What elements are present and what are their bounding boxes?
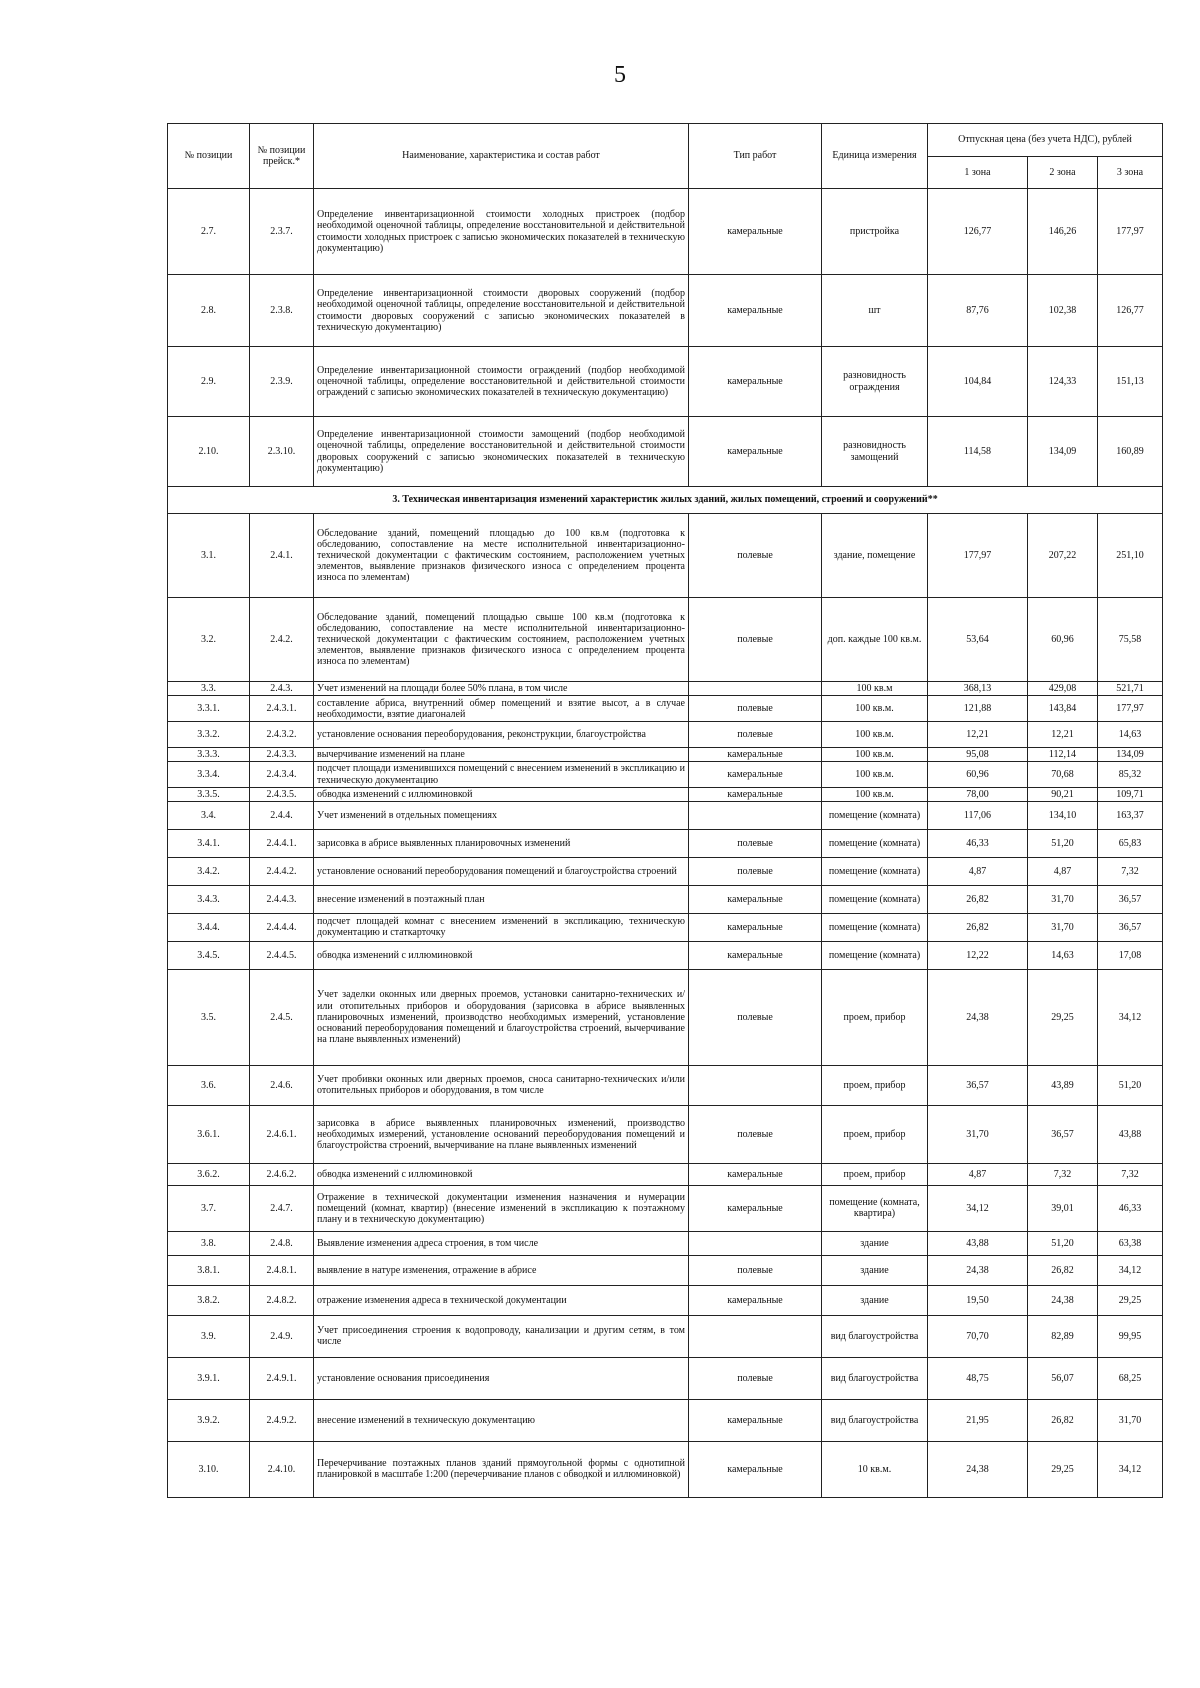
work-type-cell [689, 682, 822, 696]
table-row [168, 1105, 1163, 1163]
header-position: № позиции [168, 124, 250, 189]
price-zone-1-cell: 368,13 [928, 682, 1028, 696]
work-type-cell: камеральные [689, 762, 822, 787]
price-zone-2-cell: 24,38 [1028, 1285, 1098, 1315]
work-description-cell: обводка изменений с иллюминовкой [314, 941, 689, 969]
price-position-cell: 2.4.3.5. [250, 787, 314, 801]
price-zone-2-cell: 90,21 [1028, 787, 1098, 801]
position-cell: 3.3. [168, 682, 250, 696]
position-cell: 3.4. [168, 801, 250, 829]
position-cell: 3.8. [168, 1231, 250, 1255]
price-zone-2-cell: 39,01 [1028, 1185, 1098, 1231]
price-zone-3-cell: 31,70 [1098, 1399, 1163, 1441]
price-position-cell: 2.4.9.1. [250, 1357, 314, 1399]
price-zone-3-cell: 75,58 [1098, 598, 1163, 682]
price-position-cell: 2.4.6.2. [250, 1163, 314, 1185]
unit-cell: проем, прибор [822, 1105, 928, 1163]
table-row [168, 787, 1163, 801]
price-zone-2-cell: 31,70 [1028, 885, 1098, 913]
price-zone-2-cell: 143,84 [1028, 696, 1098, 722]
unit-cell: вид благоустройства [822, 1357, 928, 1399]
position-cell: 3.4.5. [168, 941, 250, 969]
work-type-cell: камеральные [689, 885, 822, 913]
work-type-cell: полевые [689, 696, 822, 722]
unit-cell: проем, прибор [822, 969, 928, 1065]
header-zone-3: 3 зона [1098, 157, 1163, 189]
work-description-cell: Учет изменений на площади более 50% плана, в том числе [314, 682, 689, 696]
price-zone-1-cell: 48,75 [928, 1357, 1028, 1399]
price-zone-3-cell: 43,88 [1098, 1105, 1163, 1163]
work-type-cell: полевые [689, 1255, 822, 1285]
work-description-cell: Учет пробивки оконных или дверных проемов, сноса санитарно-технических и/или отопительных приборов и оборудования, в том числе [314, 1065, 689, 1105]
position-cell: 2.7. [168, 189, 250, 275]
price-zone-3-cell: 34,12 [1098, 1255, 1163, 1285]
price-zone-2-cell: 112,14 [1028, 748, 1098, 762]
price-position-cell: 2.4.5. [250, 969, 314, 1065]
price-zone-3-cell: 46,33 [1098, 1185, 1163, 1231]
price-zone-2-cell: 4,87 [1028, 857, 1098, 885]
work-type-cell: полевые [689, 857, 822, 885]
position-cell: 3.6.1. [168, 1105, 250, 1163]
unit-cell: разновидность замощений [822, 417, 928, 487]
price-zone-2-cell: 207,22 [1028, 514, 1098, 598]
work-description-cell: подсчет площадей комнат с внесением изменений в экспликацию, техническую документацию и статкарточку [314, 913, 689, 941]
price-zone-2-cell: 82,89 [1028, 1315, 1098, 1357]
price-zone-1-cell: 26,82 [928, 913, 1028, 941]
table-row [168, 1231, 1163, 1255]
price-zone-1-cell: 4,87 [928, 1163, 1028, 1185]
work-description-cell: выявление в натуре изменения, отражение в абрисе [314, 1255, 689, 1285]
page-number: 5 [614, 62, 626, 88]
work-description-cell: зарисовка в абрисе выявленных планировочных изменений [314, 829, 689, 857]
position-cell: 3.7. [168, 1185, 250, 1231]
position-cell: 3.4.3. [168, 885, 250, 913]
price-zone-3-cell: 521,71 [1098, 682, 1163, 696]
work-type-cell: камеральные [689, 417, 822, 487]
work-description-cell: зарисовка в абрисе выявленных планировочных изменений, производство необходимых измерений, установление оснований переоборудования помещений и благоустройства строений, вычерчивание на плане выявленных изменений [314, 1105, 689, 1163]
work-description-cell: Обследование зданий, помещений площадью свыше 100 кв.м (подготовка к обследованию, сопоставление на месте исполнительной инвентаризационно- технической документации с фактическим состоянием, расположением учетных элементов, выявление признаков физического износа с определением процента износа по элементам) [314, 598, 689, 682]
table-row [168, 1315, 1163, 1357]
price-zone-3-cell: 34,12 [1098, 969, 1163, 1065]
table-row [168, 275, 1163, 347]
work-type-cell: камеральные [689, 275, 822, 347]
work-description-cell: составление абриса, внутренний обмер помещений и взятие высот, а в случае необходимости, взятие диагоналей [314, 696, 689, 722]
price-zone-1-cell: 121,88 [928, 696, 1028, 722]
table-body-section-3 [168, 514, 1163, 1498]
price-position-cell: 2.4.7. [250, 1185, 314, 1231]
header-unit: Единица измерения [822, 124, 928, 189]
work-description-cell: Определение инвентаризационной стоимости холодных пристроек (подбор необходимой оценочной таблицы, определение восстановительной и действительной стоимости холодных пристроек с записью экономических показателей в техническую документацию) [314, 189, 689, 275]
table-row [168, 913, 1163, 941]
unit-cell: помещение (комната) [822, 857, 928, 885]
price-zone-1-cell: 36,57 [928, 1065, 1028, 1105]
unit-cell: 100 кв.м. [822, 787, 928, 801]
work-description-cell: установление оснований переоборудования помещений и благоустройства строений [314, 857, 689, 885]
unit-cell: 100 кв.м [822, 682, 928, 696]
work-type-cell: полевые [689, 598, 822, 682]
work-description-cell: обводка изменений с иллюминовкой [314, 1163, 689, 1185]
work-description-cell: внесение изменений в поэтажный план [314, 885, 689, 913]
work-type-cell [689, 1065, 822, 1105]
table-row [168, 1185, 1163, 1231]
unit-cell: помещение (комната) [822, 913, 928, 941]
price-zone-2-cell: 26,82 [1028, 1255, 1098, 1285]
table-row [168, 514, 1163, 598]
price-zone-2-cell: 29,25 [1028, 969, 1098, 1065]
position-cell: 3.6. [168, 1065, 250, 1105]
price-position-cell: 2.4.1. [250, 514, 314, 598]
price-zone-3-cell: 99,95 [1098, 1315, 1163, 1357]
unit-cell: вид благоустройства [822, 1315, 928, 1357]
price-zone-1-cell: 19,50 [928, 1285, 1028, 1315]
price-position-cell: 2.4.9. [250, 1315, 314, 1357]
work-type-cell: камеральные [689, 1441, 822, 1497]
work-description-cell: установление основания переоборудования, реконструкции, благоустройства [314, 722, 689, 748]
unit-cell: доп. каждые 100 кв.м. [822, 598, 928, 682]
price-zone-1-cell: 177,97 [928, 514, 1028, 598]
price-zone-2-cell: 14,63 [1028, 941, 1098, 969]
price-zone-1-cell: 126,77 [928, 189, 1028, 275]
table-row [168, 1255, 1163, 1285]
unit-cell: помещение (комната, квартира) [822, 1185, 928, 1231]
price-zone-3-cell: 36,57 [1098, 885, 1163, 913]
price-zone-1-cell: 43,88 [928, 1231, 1028, 1255]
work-type-cell: полевые [689, 722, 822, 748]
price-zone-2-cell: 124,33 [1028, 347, 1098, 417]
price-position-cell: 2.4.3.3. [250, 748, 314, 762]
price-position-cell: 2.4.4.2. [250, 857, 314, 885]
price-zone-3-cell: 134,09 [1098, 748, 1163, 762]
unit-cell: здание [822, 1255, 928, 1285]
unit-cell: 100 кв.м. [822, 748, 928, 762]
price-zone-1-cell: 26,82 [928, 885, 1028, 913]
work-type-cell: полевые [689, 1357, 822, 1399]
position-cell: 3.6.2. [168, 1163, 250, 1185]
unit-cell: помещение (комната) [822, 829, 928, 857]
price-zone-1-cell: 4,87 [928, 857, 1028, 885]
position-cell: 3.9.1. [168, 1357, 250, 1399]
unit-cell: 100 кв.м. [822, 722, 928, 748]
table-row [168, 969, 1163, 1065]
price-zone-2-cell: 31,70 [1028, 913, 1098, 941]
price-zone-1-cell: 87,76 [928, 275, 1028, 347]
position-cell: 3.3.5. [168, 787, 250, 801]
work-type-cell: камеральные [689, 913, 822, 941]
work-description-cell: вычерчивание изменений на плане [314, 748, 689, 762]
price-position-cell: 2.4.4.1. [250, 829, 314, 857]
price-zone-1-cell: 104,84 [928, 347, 1028, 417]
table-row [168, 748, 1163, 762]
unit-cell: здание, помещение [822, 514, 928, 598]
price-position-cell: 2.3.10. [250, 417, 314, 487]
price-zone-3-cell: 36,57 [1098, 913, 1163, 941]
table-row [168, 1441, 1163, 1497]
table-row [168, 941, 1163, 969]
price-zone-2-cell: 60,96 [1028, 598, 1098, 682]
price-position-cell: 2.3.9. [250, 347, 314, 417]
price-zone-2-cell: 26,82 [1028, 1399, 1098, 1441]
unit-cell: пристройка [822, 189, 928, 275]
price-zone-3-cell: 160,89 [1098, 417, 1163, 487]
work-type-cell: полевые [689, 514, 822, 598]
price-position-cell: 2.4.3. [250, 682, 314, 696]
price-zone-3-cell: 177,97 [1098, 696, 1163, 722]
position-cell: 3.4.1. [168, 829, 250, 857]
table-row [168, 347, 1163, 417]
header-zone-1: 1 зона [928, 157, 1028, 189]
price-zone-1-cell: 53,64 [928, 598, 1028, 682]
price-zone-3-cell: 7,32 [1098, 857, 1163, 885]
price-zone-1-cell: 114,58 [928, 417, 1028, 487]
table-row [168, 885, 1163, 913]
work-description-cell: Определение инвентаризационной стоимости замощений (подбор необходимой оценочной таблицы, определение восстановительной и действительной стоимости дворовых сооружений с записью экономических показателей в техническую документацию) [314, 417, 689, 487]
header-zone-2: 2 зона [1028, 157, 1098, 189]
header-price-position: № позиции прейск.* [250, 124, 314, 189]
position-cell: 3.4.4. [168, 913, 250, 941]
table-row [168, 189, 1163, 275]
price-position-cell: 2.4.3.4. [250, 762, 314, 787]
table-row [168, 598, 1163, 682]
price-position-cell: 2.4.8.1. [250, 1255, 314, 1285]
price-position-cell: 2.4.4.3. [250, 885, 314, 913]
table-row [168, 1399, 1163, 1441]
price-zone-3-cell: 151,13 [1098, 347, 1163, 417]
section-3-title: 3. Техническая инвентаризация изменений характеристик жилых зданий, жилых помещений, строений и сооружений** [168, 487, 1163, 514]
header-work-type: Тип работ [689, 124, 822, 189]
price-zone-2-cell: 102,38 [1028, 275, 1098, 347]
position-cell: 3.5. [168, 969, 250, 1065]
position-cell: 3.1. [168, 514, 250, 598]
price-zone-2-cell: 43,89 [1028, 1065, 1098, 1105]
price-zone-1-cell: 24,38 [928, 1255, 1028, 1285]
position-cell: 3.10. [168, 1441, 250, 1497]
price-position-cell: 2.4.4.5. [250, 941, 314, 969]
price-position-cell: 2.4.8. [250, 1231, 314, 1255]
work-description-cell: Перечерчивание поэтажных планов зданий прямоугольной формы с однотипной планировкой в масштабе 1:200 (перечерчивание планов с обводкой и иллюминовкой) [314, 1441, 689, 1497]
price-zone-2-cell: 146,26 [1028, 189, 1098, 275]
position-cell: 3.3.2. [168, 722, 250, 748]
work-type-cell: камеральные [689, 1285, 822, 1315]
position-cell: 3.8.1. [168, 1255, 250, 1285]
work-description-cell: Учет изменений в отдельных помещениях [314, 801, 689, 829]
work-description-cell: Выявление изменения адреса строения, в том числе [314, 1231, 689, 1255]
position-cell: 3.2. [168, 598, 250, 682]
price-zone-1-cell: 24,38 [928, 1441, 1028, 1497]
table-row [168, 696, 1163, 722]
price-zone-3-cell: 7,32 [1098, 1163, 1163, 1185]
unit-cell: здание [822, 1231, 928, 1255]
price-zone-3-cell: 163,37 [1098, 801, 1163, 829]
price-zone-1-cell: 70,70 [928, 1315, 1028, 1357]
price-zone-2-cell: 134,10 [1028, 801, 1098, 829]
section-header-row [168, 487, 1163, 514]
position-cell: 2.9. [168, 347, 250, 417]
price-zone-2-cell: 70,68 [1028, 762, 1098, 787]
unit-cell: проем, прибор [822, 1065, 928, 1105]
table-row [168, 1163, 1163, 1185]
price-zone-1-cell: 21,95 [928, 1399, 1028, 1441]
unit-cell: помещение (комната) [822, 941, 928, 969]
table-row [168, 1357, 1163, 1399]
work-description-cell: подсчет площади изменившихся помещений с внесением изменений в экспликацию и техническую документацию [314, 762, 689, 787]
price-zone-1-cell: 31,70 [928, 1105, 1028, 1163]
price-zone-2-cell: 56,07 [1028, 1357, 1098, 1399]
price-zone-1-cell: 95,08 [928, 748, 1028, 762]
position-cell: 3.3.4. [168, 762, 250, 787]
position-cell: 3.9.2. [168, 1399, 250, 1441]
work-type-cell: камеральные [689, 787, 822, 801]
position-cell: 3.3.1. [168, 696, 250, 722]
price-zone-3-cell: 34,12 [1098, 1441, 1163, 1497]
price-zone-1-cell: 12,22 [928, 941, 1028, 969]
price-zone-3-cell: 251,10 [1098, 514, 1163, 598]
table-row [168, 1065, 1163, 1105]
work-type-cell: камеральные [689, 1163, 822, 1185]
unit-cell: здание [822, 1285, 928, 1315]
price-position-cell: 2.4.4. [250, 801, 314, 829]
price-zone-3-cell: 65,83 [1098, 829, 1163, 857]
table-row [168, 682, 1163, 696]
unit-cell: 100 кв.м. [822, 696, 928, 722]
table-row [168, 762, 1163, 787]
work-type-cell [689, 1231, 822, 1255]
table-row [168, 417, 1163, 487]
position-cell: 3.9. [168, 1315, 250, 1357]
price-table [167, 123, 1163, 1498]
work-type-cell: камеральные [689, 748, 822, 762]
position-cell: 3.3.3. [168, 748, 250, 762]
header-name: Наименование, характеристика и состав работ [314, 124, 689, 189]
work-description-cell: Учет заделки оконных или дверных проемов, установки санитарно-технических и/или отопительных приборов и оборудования (зарисовка в абрисе выявленных планировочных изменений, производство необходимых измерений, установление оснований переоборудования помещений и благоустройства строений, вычерчивание на плане выявленных изменений) [314, 969, 689, 1065]
work-description-cell: Отражение в технической документации изменения назначения и нумерации помещений (комнат, квартир) (внесение изменений в экспликацию к поэтажному плану и в техническую документацию) [314, 1185, 689, 1231]
work-description-cell: Определение инвентаризационной стоимости дворовых сооружений (подбор необходимой оценочной таблицы, определение восстановительной и действительной стоимости дворовых сооружений с записью экономических показателей в техническую документацию) [314, 275, 689, 347]
position-cell: 3.4.2. [168, 857, 250, 885]
price-position-cell: 2.4.9.2. [250, 1399, 314, 1441]
price-zone-1-cell: 78,00 [928, 787, 1028, 801]
price-position-cell: 2.4.3.2. [250, 722, 314, 748]
price-zone-1-cell: 24,38 [928, 969, 1028, 1065]
price-zone-3-cell: 63,38 [1098, 1231, 1163, 1255]
position-cell: 3.8.2. [168, 1285, 250, 1315]
price-position-cell: 2.4.3.1. [250, 696, 314, 722]
position-cell: 2.8. [168, 275, 250, 347]
price-position-cell: 2.4.4.4. [250, 913, 314, 941]
price-zone-3-cell: 29,25 [1098, 1285, 1163, 1315]
unit-cell: 10 кв.м. [822, 1441, 928, 1497]
work-type-cell: камеральные [689, 1185, 822, 1231]
table-row [168, 857, 1163, 885]
price-zone-2-cell: 7,32 [1028, 1163, 1098, 1185]
table-body-section-2 [168, 189, 1163, 487]
unit-cell: помещение (комната) [822, 885, 928, 913]
work-description-cell: установление основания присоединения [314, 1357, 689, 1399]
work-description-cell: Обследование зданий, помещений площадью до 100 кв.м (подготовка к обследованию, сопоставление на месте исполнительной инвентаризационно-технической документации с фактическим состоянием, расположением учетных элементов, выявление признаков физического износа с определением процента износа по элементам) [314, 514, 689, 598]
price-position-cell: 2.4.10. [250, 1441, 314, 1497]
price-zone-3-cell: 126,77 [1098, 275, 1163, 347]
work-type-cell: камеральные [689, 347, 822, 417]
price-zone-2-cell: 51,20 [1028, 1231, 1098, 1255]
table-row [168, 722, 1163, 748]
work-type-cell: камеральные [689, 941, 822, 969]
unit-cell: проем, прибор [822, 1163, 928, 1185]
price-zone-3-cell: 14,63 [1098, 722, 1163, 748]
work-description-cell: Учет присоединения строения к водопроводу, канализации и другим сетям, в том числе [314, 1315, 689, 1357]
work-type-cell [689, 1315, 822, 1357]
unit-cell: 100 кв.м. [822, 762, 928, 787]
price-position-cell: 2.4.6.1. [250, 1105, 314, 1163]
price-zone-3-cell: 109,71 [1098, 787, 1163, 801]
unit-cell: помещение (комната) [822, 801, 928, 829]
work-description-cell: отражение изменения адреса в технической документации [314, 1285, 689, 1315]
work-description-cell: обводка изменений с иллюминовкой [314, 787, 689, 801]
work-type-cell: полевые [689, 969, 822, 1065]
table-row [168, 801, 1163, 829]
price-zone-2-cell: 134,09 [1028, 417, 1098, 487]
price-zone-1-cell: 34,12 [928, 1185, 1028, 1231]
header-price-group: Отпускная цена (без учета НДС), рублей [928, 124, 1163, 157]
price-zone-3-cell: 85,32 [1098, 762, 1163, 787]
work-type-cell [689, 801, 822, 829]
work-type-cell: полевые [689, 829, 822, 857]
table-row [168, 1285, 1163, 1315]
position-cell: 2.10. [168, 417, 250, 487]
unit-cell: вид благоустройства [822, 1399, 928, 1441]
table-row [168, 829, 1163, 857]
price-position-cell: 2.4.6. [250, 1065, 314, 1105]
price-zone-1-cell: 46,33 [928, 829, 1028, 857]
price-zone-2-cell: 36,57 [1028, 1105, 1098, 1163]
work-type-cell: камеральные [689, 189, 822, 275]
price-zone-2-cell: 29,25 [1028, 1441, 1098, 1497]
work-description-cell: внесение изменений в техническую документацию [314, 1399, 689, 1441]
price-zone-3-cell: 17,08 [1098, 941, 1163, 969]
price-position-cell: 2.4.2. [250, 598, 314, 682]
price-zone-2-cell: 51,20 [1028, 829, 1098, 857]
unit-cell: шт [822, 275, 928, 347]
price-zone-1-cell: 60,96 [928, 762, 1028, 787]
price-zone-1-cell: 12,21 [928, 722, 1028, 748]
price-zone-3-cell: 51,20 [1098, 1065, 1163, 1105]
price-position-cell: 2.4.8.2. [250, 1285, 314, 1315]
work-type-cell: камеральные [689, 1399, 822, 1441]
work-description-cell: Определение инвентаризационной стоимости ограждений (подбор необходимой оценочной таблицы, определение восстановительной и действительной стоимости ограждений с записью экономических показателей в техническую документацию) [314, 347, 689, 417]
price-position-cell: 2.3.7. [250, 189, 314, 275]
price-zone-2-cell: 429,08 [1028, 682, 1098, 696]
price-position-cell: 2.3.8. [250, 275, 314, 347]
price-zone-2-cell: 12,21 [1028, 722, 1098, 748]
price-zone-3-cell: 68,25 [1098, 1357, 1163, 1399]
unit-cell: разновидность ограждения [822, 347, 928, 417]
price-zone-3-cell: 177,97 [1098, 189, 1163, 275]
work-type-cell: полевые [689, 1105, 822, 1163]
price-zone-1-cell: 117,06 [928, 801, 1028, 829]
